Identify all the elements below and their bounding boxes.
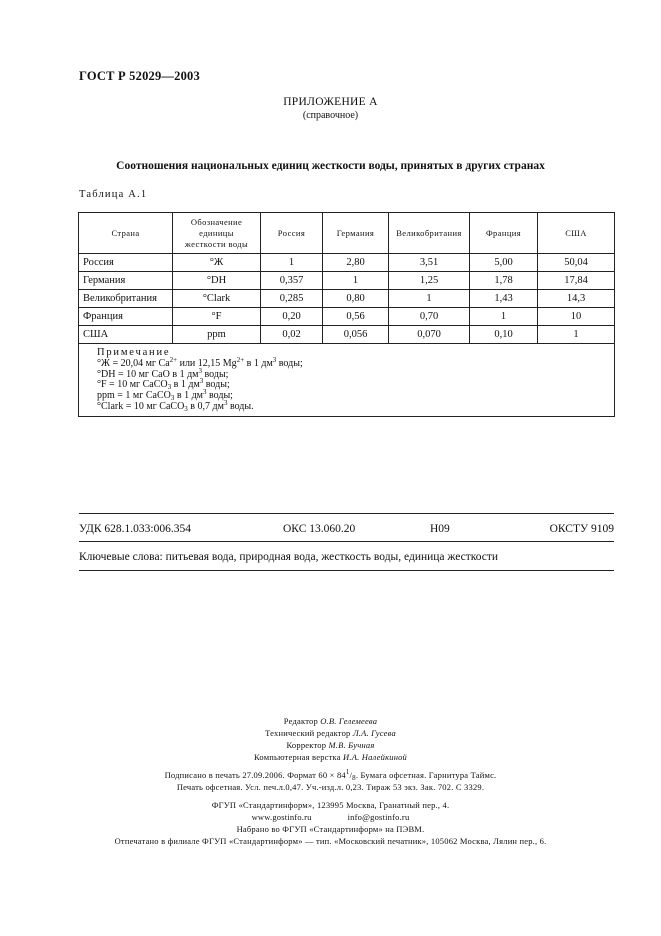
imprint-name: М.В. Бучная [328,740,375,750]
row-unit: ppm [173,326,261,344]
table-note-row [79,344,615,417]
note-text: °DH = 10 мг CaO в 1 дм [97,368,199,380]
imprint-text: Подписано в печать 27.09.2006. Формат 60 × 84 [164,770,346,780]
row-unit: °DH [173,272,261,290]
table-row [79,308,615,326]
row-value: 5,00 [470,254,538,272]
divider-top [79,513,614,514]
row-value: 0,56 [323,308,389,326]
imprint-tech-editor [0,728,661,738]
divider-bottom [79,570,614,571]
divider-middle [79,541,614,542]
row-country: Германия [79,272,173,290]
header-uk: Великобритания [389,213,470,254]
imprint-label: Корректор [286,740,327,750]
imprint-label: Технический редактор [265,728,351,738]
header-france: Франция [470,213,538,254]
note-sup: 3 [199,377,204,386]
table-row [79,290,615,308]
header-unit-line3: жесткости воды [184,238,249,249]
row-value: 1 [470,308,538,326]
row-country: Франция [79,308,173,326]
imprint-printed: Отпечатано в филиале ФГУП «Стандартинформ» — тип. «Московский печатник», 105062 Москва, Лялин пер., 6. [114,836,547,846]
hardness-table [78,212,614,417]
section-title: Соотношения национальных единиц жесткости воды, принятых в других странах [116,160,545,172]
imprint-site: www.gostinfo.ru [251,812,312,822]
row-value: 50,04 [538,254,615,272]
row-country: Россия [79,254,173,272]
row-value: 0,70 [389,308,470,326]
imprint-label: Редактор [283,716,318,726]
note-text: воды; [276,357,303,369]
row-unit: °Ж [173,254,261,272]
row-value: 1,25 [389,272,470,290]
note-text: или 12,15 Mg [177,357,237,369]
table-row [79,326,615,344]
row-unit: °Clark [173,290,261,308]
row-value: 0,070 [389,326,470,344]
note-sup: 2+ [236,355,245,364]
note-sub: 3 [170,394,175,403]
header-unit-line1: Обозначение [190,216,243,227]
row-value: 1,43 [470,290,538,308]
table-row [79,272,615,290]
row-value: 17,84 [538,272,615,290]
h-code: Н09 [430,523,450,535]
note-text: ppm = 1 мг CaCO [97,390,171,402]
header-country: Страна [79,213,173,254]
imprint-typeset: Набрано во ФГУП «Стандартинформ» на ПЭВМ. [236,824,425,834]
note-sub: 3 [184,404,188,413]
note-text: в 0,7 дм [187,400,224,412]
row-value: 1 [389,290,470,308]
note-text: в 1 дм [244,357,273,369]
row-country: Великобритания [79,290,173,308]
note-text: °F = 10 мг CaCO [97,379,168,391]
row-value: 1 [538,326,615,344]
note-sup: 3 [272,355,277,364]
row-value: 0,10 [470,326,538,344]
imprint-publisher: ФГУП «Стандартинформ», 123995 Москва, Гранатный пер., 4. [211,800,450,810]
note-text: °Clark = 10 мг CaCO [97,400,185,412]
row-value: 1 [261,254,323,272]
note-text: воды; [206,390,233,402]
okstu-code: ОКСТУ 9109 [549,523,614,535]
imprint-sup: 1 [345,768,350,776]
row-value: 0,357 [261,272,323,290]
note-text: в 1 дм [171,379,200,391]
note-text: воды; [203,379,230,391]
row-unit: °F [173,308,261,326]
imprint-corrector [0,740,661,750]
table-label: Таблица А.1 [79,189,148,200]
imprint-print: Печать офсетная. Усл. печ.л.0,47. Уч.-изд.л. 0,23. Тираж 53 экз. Зак. 702. С 3329. [176,782,485,792]
note-text: воды; [201,368,229,380]
note-sup: 3 [203,388,207,397]
annex-title: ПРИЛОЖЕНИЕ А [283,96,378,108]
note-label: Примечание [97,347,171,358]
header-usa: США [538,213,615,254]
imprint-name: О.В. Гелемеева [320,716,378,726]
row-value: 0,20 [261,308,323,326]
note-text: °Ж = 20,04 мг Ca [97,357,170,369]
row-country: США [79,326,173,344]
imprint-text: / [349,770,353,780]
keywords: Ключевые слова: питьевая вода, природная вода, жесткость воды, единица жесткости [79,551,499,563]
udk-code: УДК 628.1.033:006.354 [79,523,191,535]
row-value: 3,51 [389,254,470,272]
header-unit [173,213,261,254]
table-row [79,254,615,272]
annex-subtitle: (справочное) [302,110,359,121]
row-value: 14,3 [538,290,615,308]
note-sup: 3 [223,398,228,407]
imprint-text: . Бумага офсетная. Гарнитура Таймс. [355,770,497,780]
header-russia: Россия [261,213,323,254]
document-code: ГОСТ Р 52029—2003 [79,69,200,83]
imprint-name: Л.А. Гусева [352,728,396,738]
imprint-layout [0,752,661,762]
imprint-name: И.А. Налейкиной [343,752,408,762]
row-value: 0,285 [261,290,323,308]
row-value: 0,80 [323,290,389,308]
row-value: 10 [538,308,615,326]
header-germany: Германия [323,213,389,254]
row-value: 0,02 [261,326,323,344]
note-text: воды. [227,400,254,412]
imprint-email: info@gostinfo.ru [347,812,410,822]
imprint-label: Компьютерная верстка [253,752,341,762]
table-note [79,344,615,417]
oks-code: ОКС 13.060.20 [283,523,356,535]
note-sup: 2+ [169,355,178,364]
table-header-row [79,213,615,254]
imprint-sub: 8 [352,774,356,782]
imprint-signed [0,770,661,780]
note-line [97,398,614,413]
row-value: 2,80 [323,254,389,272]
row-value: 0,056 [323,326,389,344]
row-value: 1,78 [470,272,538,290]
imprint-editor [0,716,661,726]
row-value: 1 [323,272,389,290]
imprint-contacts [0,812,661,822]
note-sup: 3 [198,366,202,375]
note-sub: 3 [167,383,172,392]
header-unit-line2: единицы [199,227,234,238]
note-text: в 1 дм [174,390,203,402]
